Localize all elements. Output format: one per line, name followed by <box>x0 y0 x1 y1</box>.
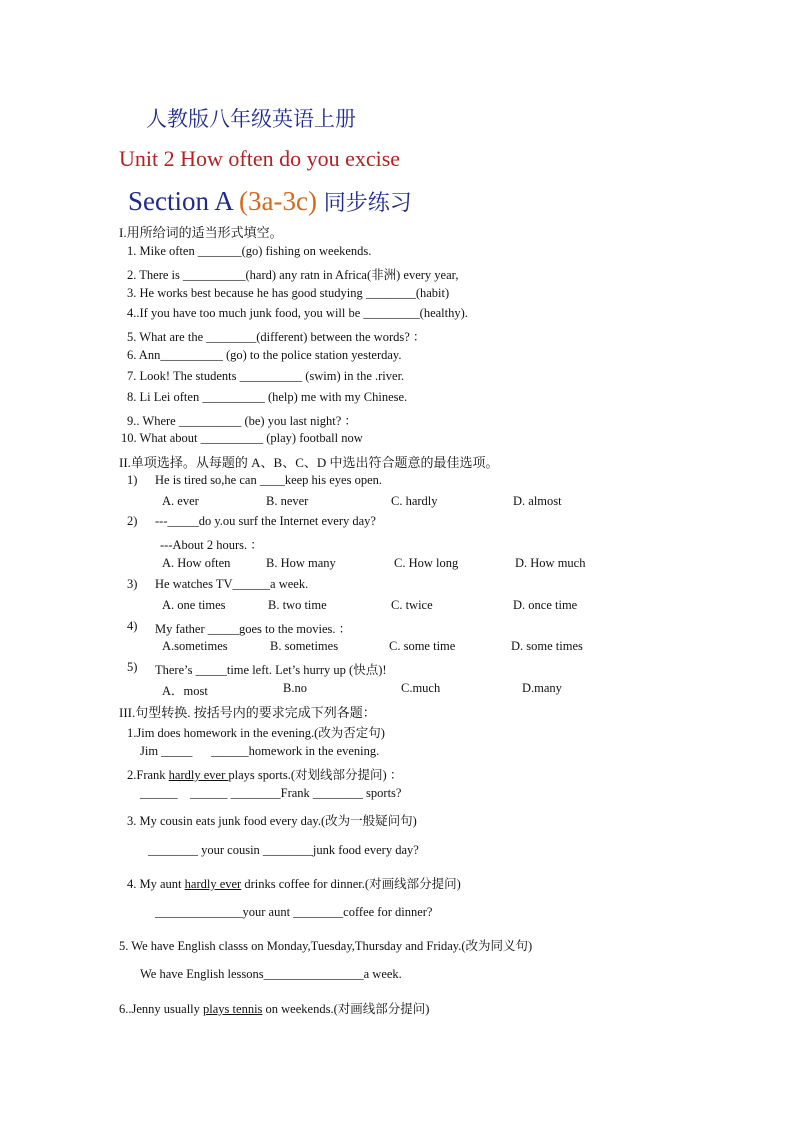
q2-option-a: A. How often <box>162 556 231 570</box>
part1-item-9: 9.. Where __________ (be) you last night? ： <box>127 414 357 428</box>
part3-item-5-answer: We have English lessons________________a week. <box>140 967 402 981</box>
part3-item-4-underlined: hardly ever <box>184 877 242 891</box>
part3-item-2-question <box>127 765 402 783</box>
part3-heading: III.句型转换. 按括号内的要求完成下列各题： <box>119 705 376 720</box>
part3-item-6-question <box>119 999 429 1017</box>
part3-item-6-post: on weekends.(对画线部分提问) <box>262 1002 430 1016</box>
part1-item-2: 2. There is __________(hard) any ratn in Africa(非洲) every year, <box>127 268 459 282</box>
q2-option-b: B. How many <box>266 556 336 570</box>
part3-item-5-question: 5. We have English classs on Monday,Tuesday,Thursday and Friday.(改为同义句) <box>119 939 533 953</box>
part3-item-4-answer: ______________your aunt ________coffee for dinner? <box>155 905 433 919</box>
part3-item-6-underlined: plays tennis <box>203 1002 263 1016</box>
q2-option-c: C. How long <box>394 556 459 570</box>
part1-item-1: 1. Mike often _______(go) fishing on weekends. <box>127 244 372 258</box>
q3-option-d: D. once time <box>513 598 578 612</box>
part1-item-10: 10. What about __________ (play) football now <box>121 431 363 445</box>
section-prefix: Section A <box>128 186 233 216</box>
q5-option-c: C.much <box>401 681 441 695</box>
part1-item-7: 7. Look! The students __________ (swim) in the .river. <box>127 369 405 383</box>
q4-option-d: D. some times <box>511 639 583 653</box>
q3-stem: He watches TV______a week. <box>155 577 309 591</box>
q1-option-b: B. never <box>266 494 309 508</box>
section-part: (3a-3c) <box>239 186 317 216</box>
q3-num: 3) <box>127 577 138 591</box>
part3-item-3-answer: ________ your cousin ________junk food every day? <box>148 843 419 857</box>
page-title-cn: 人教版八年级英语上册 <box>146 107 356 131</box>
q2-stem-answer: ---About 2 hours. ： <box>160 538 263 552</box>
part3-item-2-underlined: hardly ever <box>168 768 229 782</box>
q5-num: 5) <box>127 660 138 674</box>
q1-option-a: A. ever <box>162 494 199 508</box>
q2-option-d: D. How much <box>515 556 586 570</box>
part3-item-4-pre: 4. My aunt <box>127 877 185 891</box>
section-suffix: 同步练习 <box>323 191 412 216</box>
q3-option-c: C. twice <box>391 598 433 612</box>
unit-title: Unit 2 How often do you excise <box>119 146 401 171</box>
q5-option-a: A．most <box>162 684 208 698</box>
part3-item-2-pre: 2.Frank <box>127 768 169 782</box>
q5-stem: There’s _____time left. Let’s hurry up (快点)! <box>155 663 387 677</box>
q4-stem: My father _____goes to the movies. ： <box>155 622 352 636</box>
part1-item-4: 4..If you have too much junk food, you will be _________(healthy). <box>127 306 468 320</box>
q1-num: 1) <box>127 473 138 487</box>
q3-option-a: A. one times <box>162 598 226 612</box>
part3-item-4-post: drinks coffee for dinner.(对画线部分提问) <box>241 877 461 891</box>
part1-item-8: 8. Li Lei often __________ (help) me with my Chinese. <box>127 390 408 404</box>
q1-option-c: C. hardly <box>391 494 438 508</box>
part3-item-1-question: 1.Jim does homework in the evening.(改为否定句) <box>127 726 385 740</box>
q2-num: 2) <box>127 514 138 528</box>
part3-item-2-post: plays sports.(对划线部分提问) ： <box>228 768 403 782</box>
part3-item-4-question <box>127 874 461 892</box>
q5-option-b: B.no <box>283 681 307 695</box>
q2-stem: ---_____do y.ou surf the Internet every day? <box>155 514 376 528</box>
part1-item-6: 6. Ann__________ (go) to the police station yesterday. <box>127 348 402 362</box>
q1-stem: He is tired so,he can ____keep his eyes open. <box>155 473 383 487</box>
part3-item-3-question: 3. My cousin eats junk food every day.(改为一般疑问句) <box>127 814 417 828</box>
q5-option-d: D.many <box>522 681 562 695</box>
q4-option-c: C. some time <box>389 639 456 653</box>
section-title <box>128 186 412 217</box>
q1-option-d: D. almost <box>513 494 562 508</box>
part3-item-1-answer: Jim _____ ______homework in the evening. <box>140 744 380 758</box>
part1-heading: I.用所给词的适当形式填空。 <box>119 225 283 240</box>
part3-item-6-pre: 6..Jenny usually <box>119 1002 204 1016</box>
part1-item-5: 5. What are the ________(different) between the words? ： <box>127 330 426 344</box>
part3-item-2-answer: ______ ______ ________Frank ________ sports? <box>140 786 402 800</box>
q4-num: 4) <box>127 619 138 633</box>
part2-heading: II.单项选择。从每题的 A、B、C、D 中选出符合题意的最佳选项。 <box>119 455 499 470</box>
q3-option-b: B. two time <box>268 598 327 612</box>
q4-option-a: A.sometimes <box>162 639 228 653</box>
part1-item-3: 3. He works best because he has good studying ________(habit) <box>127 286 450 300</box>
q4-option-b: B. sometimes <box>270 639 339 653</box>
